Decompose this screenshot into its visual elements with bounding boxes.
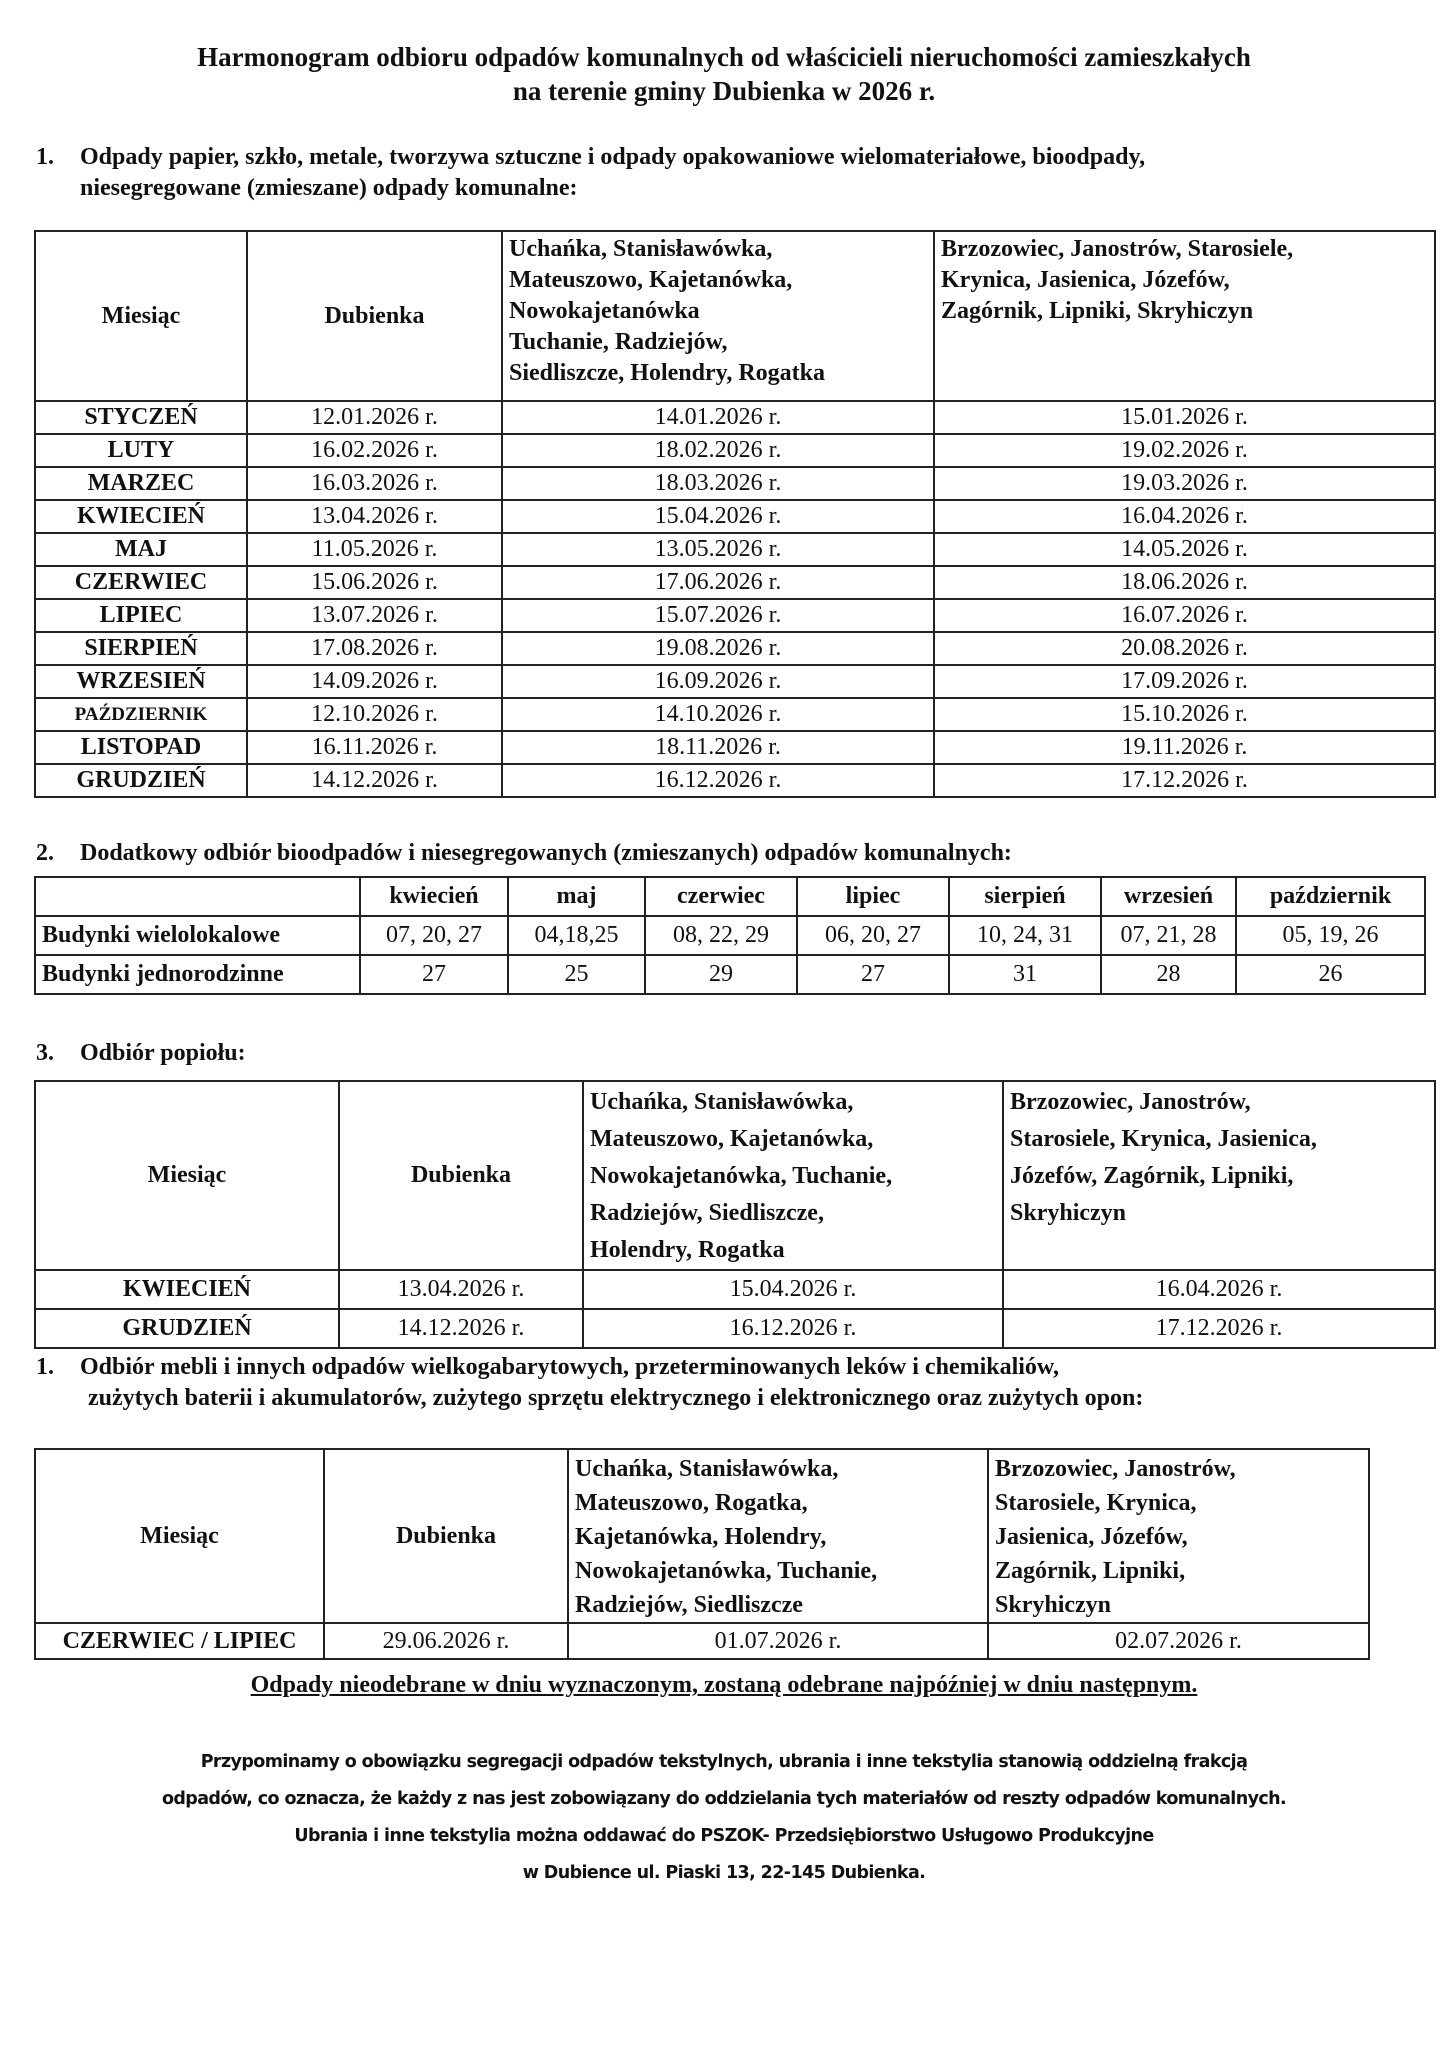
date-cell: 13.04.2026 r. xyxy=(247,500,502,533)
info-line-3: Ubrania i inne tekstylia można oddawać do PSZOK- Przedsiębiorstwo Usługowo Produkcyjne xyxy=(294,1826,1154,1846)
date-cell: 17.12.2026 r. xyxy=(934,764,1435,797)
days-cell: 08, 22, 29 xyxy=(645,916,797,955)
group-a-line: Mateuszowo, Kajetanówka, xyxy=(509,267,793,293)
days-cell: 27 xyxy=(797,955,949,994)
table-row xyxy=(35,916,1425,955)
date-cell: 16.04.2026 r. xyxy=(934,500,1435,533)
row-label: Budynki jednorodzinne xyxy=(35,955,360,994)
section-1-heading-line-2: niesegregowane (zmieszane) odpady komunalne: xyxy=(80,175,578,201)
month-cell: CZERWIEC xyxy=(35,566,247,599)
header-group-b xyxy=(1003,1081,1435,1270)
date-cell: 15.10.2026 r. xyxy=(934,698,1435,731)
date-cell: 14.12.2026 r. xyxy=(339,1309,583,1348)
group-a-line: Nowokajetanówka, Tuchanie, xyxy=(590,1163,893,1189)
date-cell: 14.09.2026 r. xyxy=(247,665,502,698)
section-2-heading-text: Dodatkowy odbiór bioodpadów i niesegregowanych (zmieszanych) odpadów komunalnych: xyxy=(80,840,1012,866)
month-cell: PAŹDZIERNIK xyxy=(35,698,247,731)
month-header: kwiecień xyxy=(360,877,508,916)
table-header-row xyxy=(35,231,1435,401)
section-2-heading xyxy=(36,838,1012,869)
month-cell: KWIECIEŃ xyxy=(35,500,247,533)
header-month: Miesiąc xyxy=(35,1081,339,1270)
table-header-row xyxy=(35,1081,1435,1270)
month-header: sierpień xyxy=(949,877,1101,916)
date-cell: 17.09.2026 r. xyxy=(934,665,1435,698)
group-b-line: Zagórnik, Lipniki, Skryhiczyn xyxy=(941,298,1254,324)
month-cell: WRZESIEŃ xyxy=(35,665,247,698)
days-cell: 07, 21, 28 xyxy=(1101,916,1236,955)
group-b-line: Skryhiczyn xyxy=(995,1592,1112,1618)
date-cell: 12.01.2026 r. xyxy=(247,401,502,434)
header-month: Miesiąc xyxy=(35,231,247,401)
month-header: październik xyxy=(1236,877,1425,916)
date-cell: 15.06.2026 r. xyxy=(247,566,502,599)
section-3-heading-text: Odbiór popiołu: xyxy=(80,1040,246,1066)
date-cell: 17.06.2026 r. xyxy=(502,566,934,599)
date-cell: 16.12.2026 r. xyxy=(583,1309,1003,1348)
group-a-line: Nowokajetanówka, Tuchanie, xyxy=(575,1558,878,1584)
textile-info-paragraph xyxy=(0,1744,1448,1892)
info-line-2: odpadów, co oznacza, że każdy z nas jest zobowiązany do oddzielania tych materiałów od reszty odpadów komunalnych. xyxy=(161,1789,1287,1809)
group-a-line: Siedliszcze, Holendry, Rogatka xyxy=(509,360,825,386)
section-4-heading xyxy=(36,1352,1143,1414)
days-cell: 29 xyxy=(645,955,797,994)
table-row xyxy=(35,500,1435,533)
info-line-4: w Dubience ul. Piaski 13, 22-145 Dubienka. xyxy=(522,1863,926,1883)
group-a-line: Uchańka, Stanisławówka, xyxy=(575,1456,839,1482)
empty-header-cell xyxy=(35,877,360,916)
section-1-schedule-table xyxy=(34,230,1436,798)
table-header-row xyxy=(35,1449,1369,1623)
table-row xyxy=(35,731,1435,764)
date-cell: 14.10.2026 r. xyxy=(502,698,934,731)
group-b-line: Starosiele, Krynica, xyxy=(995,1490,1197,1516)
days-cell: 25 xyxy=(508,955,645,994)
date-cell: 16.09.2026 r. xyxy=(502,665,934,698)
date-cell: 01.07.2026 r. xyxy=(568,1623,988,1659)
section-3-ash-table xyxy=(34,1080,1436,1349)
date-cell: 02.07.2026 r. xyxy=(988,1623,1369,1659)
date-cell: 14.05.2026 r. xyxy=(934,533,1435,566)
month-header: lipiec xyxy=(797,877,949,916)
section-4-heading-line-2: zużytych baterii i akumulatorów, zużytego sprzętu elektrycznego i elektronicznego oraz zużytych opon: xyxy=(88,1385,1144,1411)
group-a-line: Mateuszowo, Kajetanówka, xyxy=(590,1126,874,1152)
days-cell: 05, 19, 26 xyxy=(1236,916,1425,955)
group-a-line: Holendry, Rogatka xyxy=(590,1237,785,1263)
group-b-line: Brzozowiec, Janostrów, xyxy=(995,1456,1236,1482)
date-cell: 13.07.2026 r. xyxy=(247,599,502,632)
days-cell: 06, 20, 27 xyxy=(797,916,949,955)
header-group-a xyxy=(583,1081,1003,1270)
group-b-line: Krynica, Jasienica, Józefów, xyxy=(941,267,1230,293)
header-dubienka: Dubienka xyxy=(247,231,502,401)
header-group-b xyxy=(934,231,1435,401)
days-cell: 27 xyxy=(360,955,508,994)
header-dubienka: Dubienka xyxy=(339,1081,583,1270)
date-cell: 15.04.2026 r. xyxy=(583,1270,1003,1309)
date-cell: 20.08.2026 r. xyxy=(934,632,1435,665)
date-cell: 13.05.2026 r. xyxy=(502,533,934,566)
date-cell: 18.06.2026 r. xyxy=(934,566,1435,599)
header-group-a xyxy=(568,1449,988,1623)
group-b-line: Starosiele, Krynica, Jasienica, xyxy=(1010,1126,1317,1152)
date-cell: 16.03.2026 r. xyxy=(247,467,502,500)
group-a-line: Kajetanówka, Holendry, xyxy=(575,1524,827,1550)
days-cell: 31 xyxy=(949,955,1101,994)
month-cell: CZERWIEC / LIPIEC xyxy=(35,1623,324,1659)
section-2-number: 2. xyxy=(36,840,54,866)
date-cell: 17.08.2026 r. xyxy=(247,632,502,665)
section-1-number: 1. xyxy=(36,144,54,170)
month-cell: MAJ xyxy=(35,533,247,566)
month-cell: LISTOPAD xyxy=(35,731,247,764)
date-cell: 14.01.2026 r. xyxy=(502,401,934,434)
date-cell: 16.07.2026 r. xyxy=(934,599,1435,632)
table-row xyxy=(35,665,1435,698)
title-line-1: Harmonogram odbioru odpadów komunalnych od właścicieli nieruchomości zamieszkałych xyxy=(197,42,1251,72)
document-title xyxy=(0,40,1448,108)
section-4-heading-line-1: Odbiór mebli i innych odpadów wielkogabarytowych, przeterminowanych leków i chemikaliów, xyxy=(80,1354,1059,1380)
header-group-b xyxy=(988,1449,1369,1623)
table-row xyxy=(35,1623,1369,1659)
month-cell: SIERPIEŃ xyxy=(35,632,247,665)
group-b-line: Skryhiczyn xyxy=(1010,1200,1127,1226)
date-cell: 18.03.2026 r. xyxy=(502,467,934,500)
month-cell: KWIECIEŃ xyxy=(35,1270,339,1309)
table-row xyxy=(35,632,1435,665)
table-row xyxy=(35,467,1435,500)
group-b-line: Zagórnik, Lipniki, xyxy=(995,1558,1186,1584)
date-cell: 16.02.2026 r. xyxy=(247,434,502,467)
table-row xyxy=(35,599,1435,632)
date-cell: 19.08.2026 r. xyxy=(502,632,934,665)
group-a-line: Tuchanie, Radziejów, xyxy=(509,329,728,355)
table-row xyxy=(35,955,1425,994)
date-cell: 16.12.2026 r. xyxy=(502,764,934,797)
month-cell: STYCZEŃ xyxy=(35,401,247,434)
table-row xyxy=(35,764,1435,797)
date-cell: 11.05.2026 r. xyxy=(247,533,502,566)
group-a-line: Radziejów, Siedliszcze, xyxy=(590,1200,824,1226)
days-cell: 07, 20, 27 xyxy=(360,916,508,955)
days-cell: 10, 24, 31 xyxy=(949,916,1101,955)
header-dubienka: Dubienka xyxy=(324,1449,568,1623)
section-3-number: 3. xyxy=(36,1040,54,1066)
date-cell: 15.04.2026 r. xyxy=(502,500,934,533)
table-row xyxy=(35,1309,1435,1348)
group-a-line: Uchańka, Stanisławówka, xyxy=(509,236,773,262)
month-cell: GRUDZIEŃ xyxy=(35,764,247,797)
date-cell: 15.01.2026 r. xyxy=(934,401,1435,434)
group-b-line: Brzozowiec, Janostrów, xyxy=(1010,1089,1251,1115)
table-row xyxy=(35,401,1435,434)
month-cell: MARZEC xyxy=(35,467,247,500)
table-row xyxy=(35,533,1435,566)
missed-pickup-notice: Odpady nieodebrane w dniu wyznaczonym, zostaną odebrane najpóźniej w dniu następnym. xyxy=(250,1672,1198,1698)
month-header: maj xyxy=(508,877,645,916)
month-cell: LIPIEC xyxy=(35,599,247,632)
date-cell: 16.04.2026 r. xyxy=(1003,1270,1435,1309)
section-3-heading xyxy=(36,1038,246,1069)
table-row xyxy=(35,1270,1435,1309)
date-cell: 19.03.2026 r. xyxy=(934,467,1435,500)
group-a-line: Nowokajetanówka xyxy=(509,298,700,324)
header-group-a xyxy=(502,231,934,401)
month-header: czerwiec xyxy=(645,877,797,916)
header-month: Miesiąc xyxy=(35,1449,324,1623)
title-line-2: na terenie gminy Dubienka w 2026 r. xyxy=(512,76,936,106)
date-cell: 13.04.2026 r. xyxy=(339,1270,583,1309)
date-cell: 12.10.2026 r. xyxy=(247,698,502,731)
table-row xyxy=(35,434,1435,467)
group-a-line: Radziejów, Siedliszcze xyxy=(575,1592,803,1618)
group-b-line: Józefów, Zagórnik, Lipniki, xyxy=(1010,1163,1294,1189)
table-header-row xyxy=(35,877,1425,916)
date-cell: 18.11.2026 r. xyxy=(502,731,934,764)
days-cell: 26 xyxy=(1236,955,1425,994)
group-b-line: Brzozowiec, Janostrów, Starosiele, xyxy=(941,236,1294,262)
date-cell: 14.12.2026 r. xyxy=(247,764,502,797)
row-label: Budynki wielolokalowe xyxy=(35,916,360,955)
section-2-additional-table xyxy=(34,876,1426,995)
date-cell: 19.11.2026 r. xyxy=(934,731,1435,764)
month-cell: GRUDZIEŃ xyxy=(35,1309,339,1348)
date-cell: 16.11.2026 r. xyxy=(247,731,502,764)
group-a-line: Mateuszowo, Rogatka, xyxy=(575,1490,808,1516)
info-line-1: Przypominamy o obowiązku segregacji odpadów tekstylnych, ubrania i inne tekstylia stanowią oddzielną frakcją xyxy=(200,1752,1248,1772)
table-row xyxy=(35,698,1435,731)
date-cell: 18.02.2026 r. xyxy=(502,434,934,467)
days-cell: 28 xyxy=(1101,955,1236,994)
month-header: wrzesień xyxy=(1101,877,1236,916)
month-cell: LUTY xyxy=(35,434,247,467)
date-cell: 17.12.2026 r. xyxy=(1003,1309,1435,1348)
days-cell: 04,18,25 xyxy=(508,916,645,955)
date-cell: 29.06.2026 r. xyxy=(324,1623,568,1659)
date-cell: 15.07.2026 r. xyxy=(502,599,934,632)
date-cell: 19.02.2026 r. xyxy=(934,434,1435,467)
table-row xyxy=(35,566,1435,599)
section-4-bulky-waste-table xyxy=(34,1448,1370,1660)
section-1-heading xyxy=(36,142,1436,204)
section-4-number: 1. xyxy=(36,1354,54,1380)
group-a-line: Uchańka, Stanisławówka, xyxy=(590,1089,854,1115)
group-b-line: Jasienica, Józefów, xyxy=(995,1524,1188,1550)
section-1-heading-line-1: Odpady papier, szkło, metale, tworzywa sztuczne i odpady opakowaniowe wielomateriałowe, bioodpady, xyxy=(80,144,1146,170)
